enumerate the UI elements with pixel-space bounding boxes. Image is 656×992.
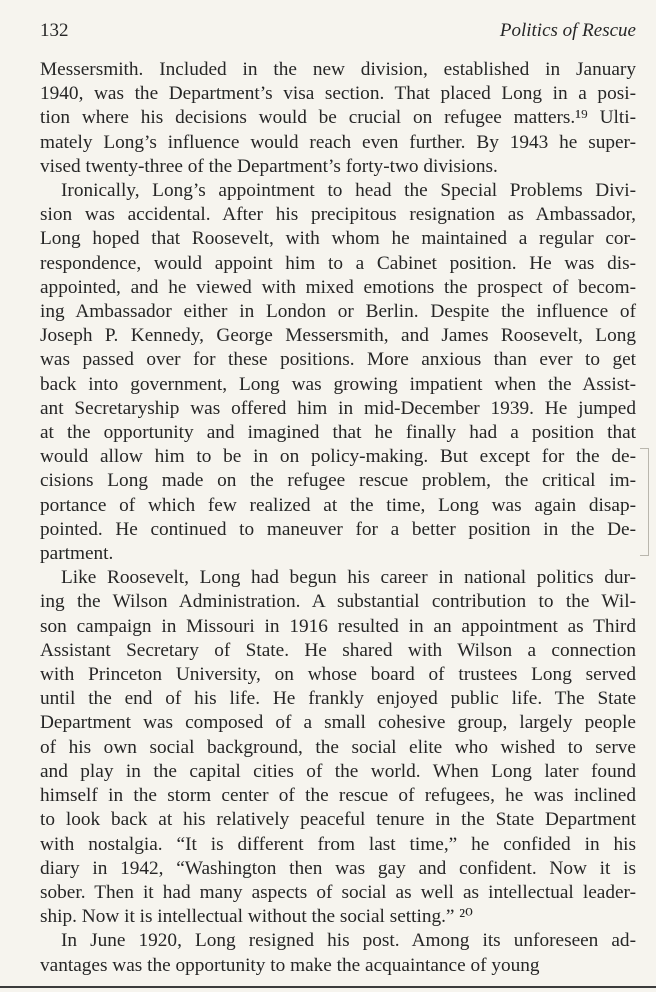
text-line: partment. (40, 543, 114, 565)
text-line: Long hoped that Roosevelt, with whom he maintained a regular cor- (40, 228, 636, 250)
text-line: son campaign in Missouri in 1916 resulted in an appointment as Third (40, 615, 636, 637)
text-line: diary in 1942, “Washington then was gay and confident. Now it is (40, 857, 636, 879)
text-line: pointed. He continued to maneuver for a better position in the De- (40, 518, 636, 540)
text-line: was passed over for these positions. More anxious than ever to get (40, 349, 636, 371)
text-line: at the opportunity and imagined that he finally had a position that (40, 422, 636, 444)
body-text (40, 58, 636, 978)
text-line: himself in the storm center of the rescue of refugees, he was inclined (40, 785, 636, 807)
page-number: 132 (40, 20, 69, 41)
text-line: with nostalgia. “It is different from last time,” he confided in his (40, 833, 636, 855)
text-line: ing the Wilson Administration. A substantial contribution to the Wil- (40, 591, 636, 613)
text-line: cisions Long made on the refugee rescue problem, the critical im- (40, 470, 636, 492)
text-line: Messersmith. Included in the new division, established in January (40, 59, 636, 80)
text-line: Assistant Secretary of State. He shared with Wilson a connection (40, 639, 636, 661)
text-line: sion was accidental. After his precipitous resignation as Ambassador, (40, 204, 636, 226)
text-line: tion where his decisions would be crucial on refugee matters.¹⁹ Ulti- (40, 107, 636, 129)
text-line: 1940, was the Department’s visa section. That placed Long in a posi- (40, 83, 636, 105)
paragraph (40, 566, 636, 929)
bottom-rule (0, 986, 656, 988)
running-head (40, 20, 636, 46)
text-line: ship. Now it is intellectual without the social setting.” ²⁰ (40, 906, 473, 928)
text-line: until the end of his life. He frankly enjoyed public life. The State (40, 688, 636, 710)
running-title: Politics of Rescue (499, 20, 636, 41)
text-line: In June 1920, Long resigned his post. Among its unforeseen ad- (61, 930, 636, 952)
text-line: ing Ambassador either in London or Berlin. Despite the influence of (40, 301, 636, 323)
text-line: appointed, and he viewed with mixed emotions the prospect of becom- (40, 276, 636, 298)
text-line: Like Roosevelt, Long had begun his career in national politics dur- (61, 567, 636, 589)
text-line: to look back at his relatively peaceful tenure in the State Department (40, 809, 636, 831)
text-line: Department was composed of a small cohesive group, largely people (40, 712, 636, 734)
paragraph (40, 929, 636, 977)
text-line: back into government, Long was growing impatient when the Assist- (40, 373, 636, 395)
text-line: vised twenty-three of the Department’s forty-two divisions. (40, 155, 498, 177)
text-line: vantages was the opportunity to make the acquaintance of young (40, 954, 540, 976)
margin-bracket-mark (640, 448, 649, 556)
text-line: of his own social background, the social elite who wished to serve (40, 736, 636, 758)
text-line: portance of which few realized at the time, Long was again disap- (40, 494, 636, 516)
text-line: ant Secretaryship was offered him in mid-December 1939. He jumped (40, 397, 636, 419)
text-line: with Princeton University, on whose board of trustees Long served (40, 664, 636, 686)
text-line: Joseph P. Kennedy, George Messersmith, and James Roosevelt, Long (40, 325, 636, 347)
text-line: mately Long’s influence would reach even further. By 1943 he super- (40, 131, 636, 153)
text-line: sober. Then it had many aspects of social as well as intellectual leader- (40, 881, 636, 903)
paragraph (40, 58, 636, 179)
text-line: Ironically, Long’s appointment to head the Special Problems Divi- (61, 180, 636, 202)
text-line: respondence, would appoint him to a Cabinet position. He was dis- (40, 252, 636, 274)
text-line: would allow him to be in on policy-making. But except for the de- (40, 446, 636, 468)
text-line: and play in the capital cities of the world. When Long later found (40, 760, 636, 782)
paragraph (40, 179, 636, 566)
